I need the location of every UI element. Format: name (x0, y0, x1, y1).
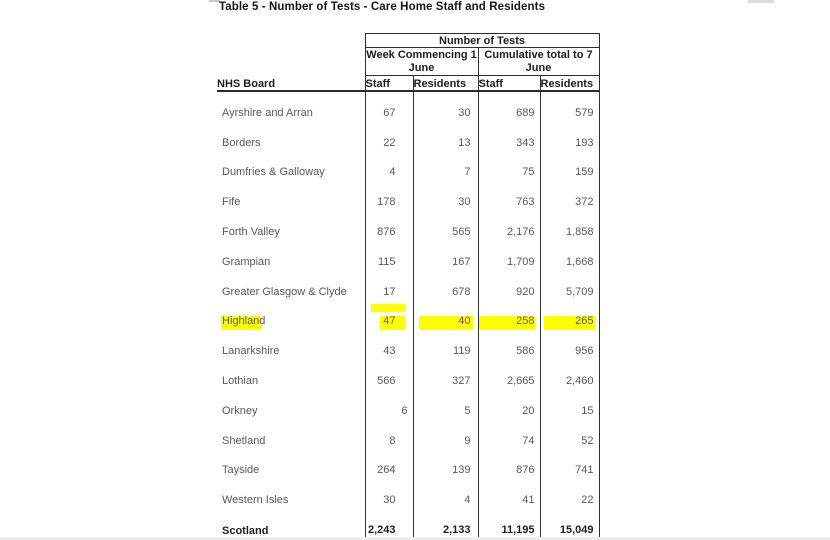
page-title: Table 5 - Number of Tests - Care Home Staff and Residents (219, 1, 546, 13)
residents-week-cell: 167 (413, 241, 478, 271)
board-name-cell: Scotland (222, 524, 269, 537)
board-name-cell: Grampian (222, 255, 271, 268)
residents-week-cell: 30 (413, 181, 478, 211)
tests-table (217, 33, 600, 540)
staff-week-cell: 43 (365, 330, 413, 360)
staff-cumulative-cell: 2,665 (478, 360, 540, 390)
staff-week-cell: 4 (365, 152, 413, 182)
header-spacer (217, 48, 365, 76)
board-name-cell: Greater Glasgow & Clyde (222, 285, 347, 298)
board-name-cell: Dumfries & Galloway (222, 166, 325, 179)
staff-week-cell: 2,243 (365, 509, 413, 540)
table-row (217, 450, 599, 480)
board-name-cell: Lothian (222, 374, 259, 387)
column-group-cumulative-total: Cumulative total to 7 June (478, 48, 599, 76)
staff-cumulative-cell: 20 (478, 390, 540, 420)
column-header-residents-cumulative: Residents (540, 76, 599, 92)
residents-week-cell: 7 (413, 152, 478, 182)
stray-highlight-mark (371, 304, 405, 312)
staff-cumulative-cell: 2,176 (478, 211, 540, 241)
table-row (217, 360, 599, 390)
staff-week-cell: 876 (365, 211, 413, 241)
table-row (217, 91, 599, 122)
staff-week-cell: 115 (365, 241, 413, 271)
residents-cumulative-cell: 956 (540, 330, 599, 360)
staff-week-cell: 67 (365, 91, 413, 122)
table-row (217, 122, 599, 152)
staff-week-cell: 47 (365, 301, 413, 331)
residents-week-cell: 565 (413, 211, 478, 241)
table-row (217, 211, 599, 241)
board-name-cell: Forth Valley (222, 225, 280, 238)
residents-cumulative-cell: 579 (540, 91, 599, 122)
staff-cumulative-cell: 75 (478, 152, 540, 182)
column-group-week-commencing: Week Commencing 1 June (366, 48, 477, 74)
residents-week-cell: 2,133 (413, 509, 478, 540)
board-name-cell: Shetland (222, 434, 266, 447)
residents-week-cell: 5 (413, 390, 478, 420)
screen-edge-artifact (748, 0, 774, 3)
table-row (217, 301, 599, 331)
staff-week-cell: 30 (365, 479, 413, 509)
header-spacer (217, 34, 365, 48)
residents-cumulative-cell: 159 (540, 152, 599, 182)
staff-cumulative-cell: 586 (478, 330, 540, 360)
residents-week-cell: 139 (413, 450, 478, 480)
staff-week-cell: 22 (365, 122, 413, 152)
table-row (217, 509, 599, 540)
board-name-cell: Fife (222, 196, 241, 209)
board-name-cell: Orkney (222, 404, 258, 417)
residents-week-cell: 30 (413, 91, 478, 122)
table-row (217, 152, 599, 182)
staff-cumulative-cell: 876 (478, 450, 540, 480)
board-name-cell: Ayrshire and Arran (222, 106, 313, 119)
staff-week-cell: 6 (365, 390, 413, 420)
table-row (217, 330, 599, 360)
residents-cumulative-cell: 22 (540, 479, 599, 509)
residents-cumulative-cell: 15,049 (540, 509, 599, 540)
board-name-cell: Highland (217, 301, 365, 331)
residents-cumulative-cell: 15 (540, 390, 599, 420)
table-row (217, 241, 599, 271)
column-header-residents-week: Residents (413, 76, 478, 92)
column-group-number-of-tests: Number of Tests (365, 34, 599, 48)
residents-cumulative-cell: 741 (540, 450, 599, 480)
board-name-cell: Tayside (222, 464, 260, 477)
table-row (217, 181, 599, 211)
board-name-cell: Western Isles (222, 494, 289, 507)
staff-week-cell: 566 (365, 360, 413, 390)
residents-cumulative-cell: 2,460 (540, 360, 599, 390)
staff-cumulative-cell: 920 (478, 271, 540, 301)
staff-week-cell: 17 (365, 271, 413, 301)
staff-week-cell: 8 (365, 420, 413, 450)
residents-week-cell: 40 (413, 301, 478, 331)
residents-week-cell: 678 (413, 271, 478, 301)
residents-cumulative-cell: 1,858 (540, 211, 599, 241)
table-row (217, 420, 599, 450)
residents-cumulative-cell: 52 (540, 420, 599, 450)
residents-week-cell: 13 (413, 122, 478, 152)
column-header-staff-cumulative: Staff (478, 76, 540, 92)
nhs-board-header: NHS Board (217, 76, 365, 92)
staff-week-cell: 264 (365, 450, 413, 480)
residents-week-cell: 9 (413, 420, 478, 450)
residents-cumulative-cell: 5,709 (540, 271, 599, 301)
table-header (217, 34, 599, 92)
residents-week-cell: 327 (413, 360, 478, 390)
residents-week-cell: 4 (413, 479, 478, 509)
staff-cumulative-cell: 74 (478, 420, 540, 450)
table-body (217, 91, 599, 540)
staff-cumulative-cell: 343 (478, 122, 540, 152)
table-row (217, 271, 599, 301)
residents-cumulative-cell: 372 (540, 181, 599, 211)
staff-cumulative-cell: 689 (478, 91, 540, 122)
residents-cumulative-cell: 265 (540, 301, 599, 331)
staff-cumulative-cell: 1,709 (478, 241, 540, 271)
table-row (217, 479, 599, 509)
column-header-staff-week: Staff (365, 76, 413, 92)
staff-week-cell: 178 (365, 181, 413, 211)
staff-cumulative-cell: 11,195 (478, 509, 540, 540)
board-name-cell: Lanarkshire (222, 345, 280, 358)
board-name-cell: Borders (222, 136, 261, 149)
table-row (217, 390, 599, 420)
residents-cumulative-cell: 1,668 (540, 241, 599, 271)
residents-cumulative-cell: 193 (540, 122, 599, 152)
residents-week-cell: 119 (413, 330, 478, 360)
staff-cumulative-cell: 41 (478, 479, 540, 509)
staff-cumulative-cell: 258 (478, 301, 540, 331)
staff-cumulative-cell: 763 (478, 181, 540, 211)
